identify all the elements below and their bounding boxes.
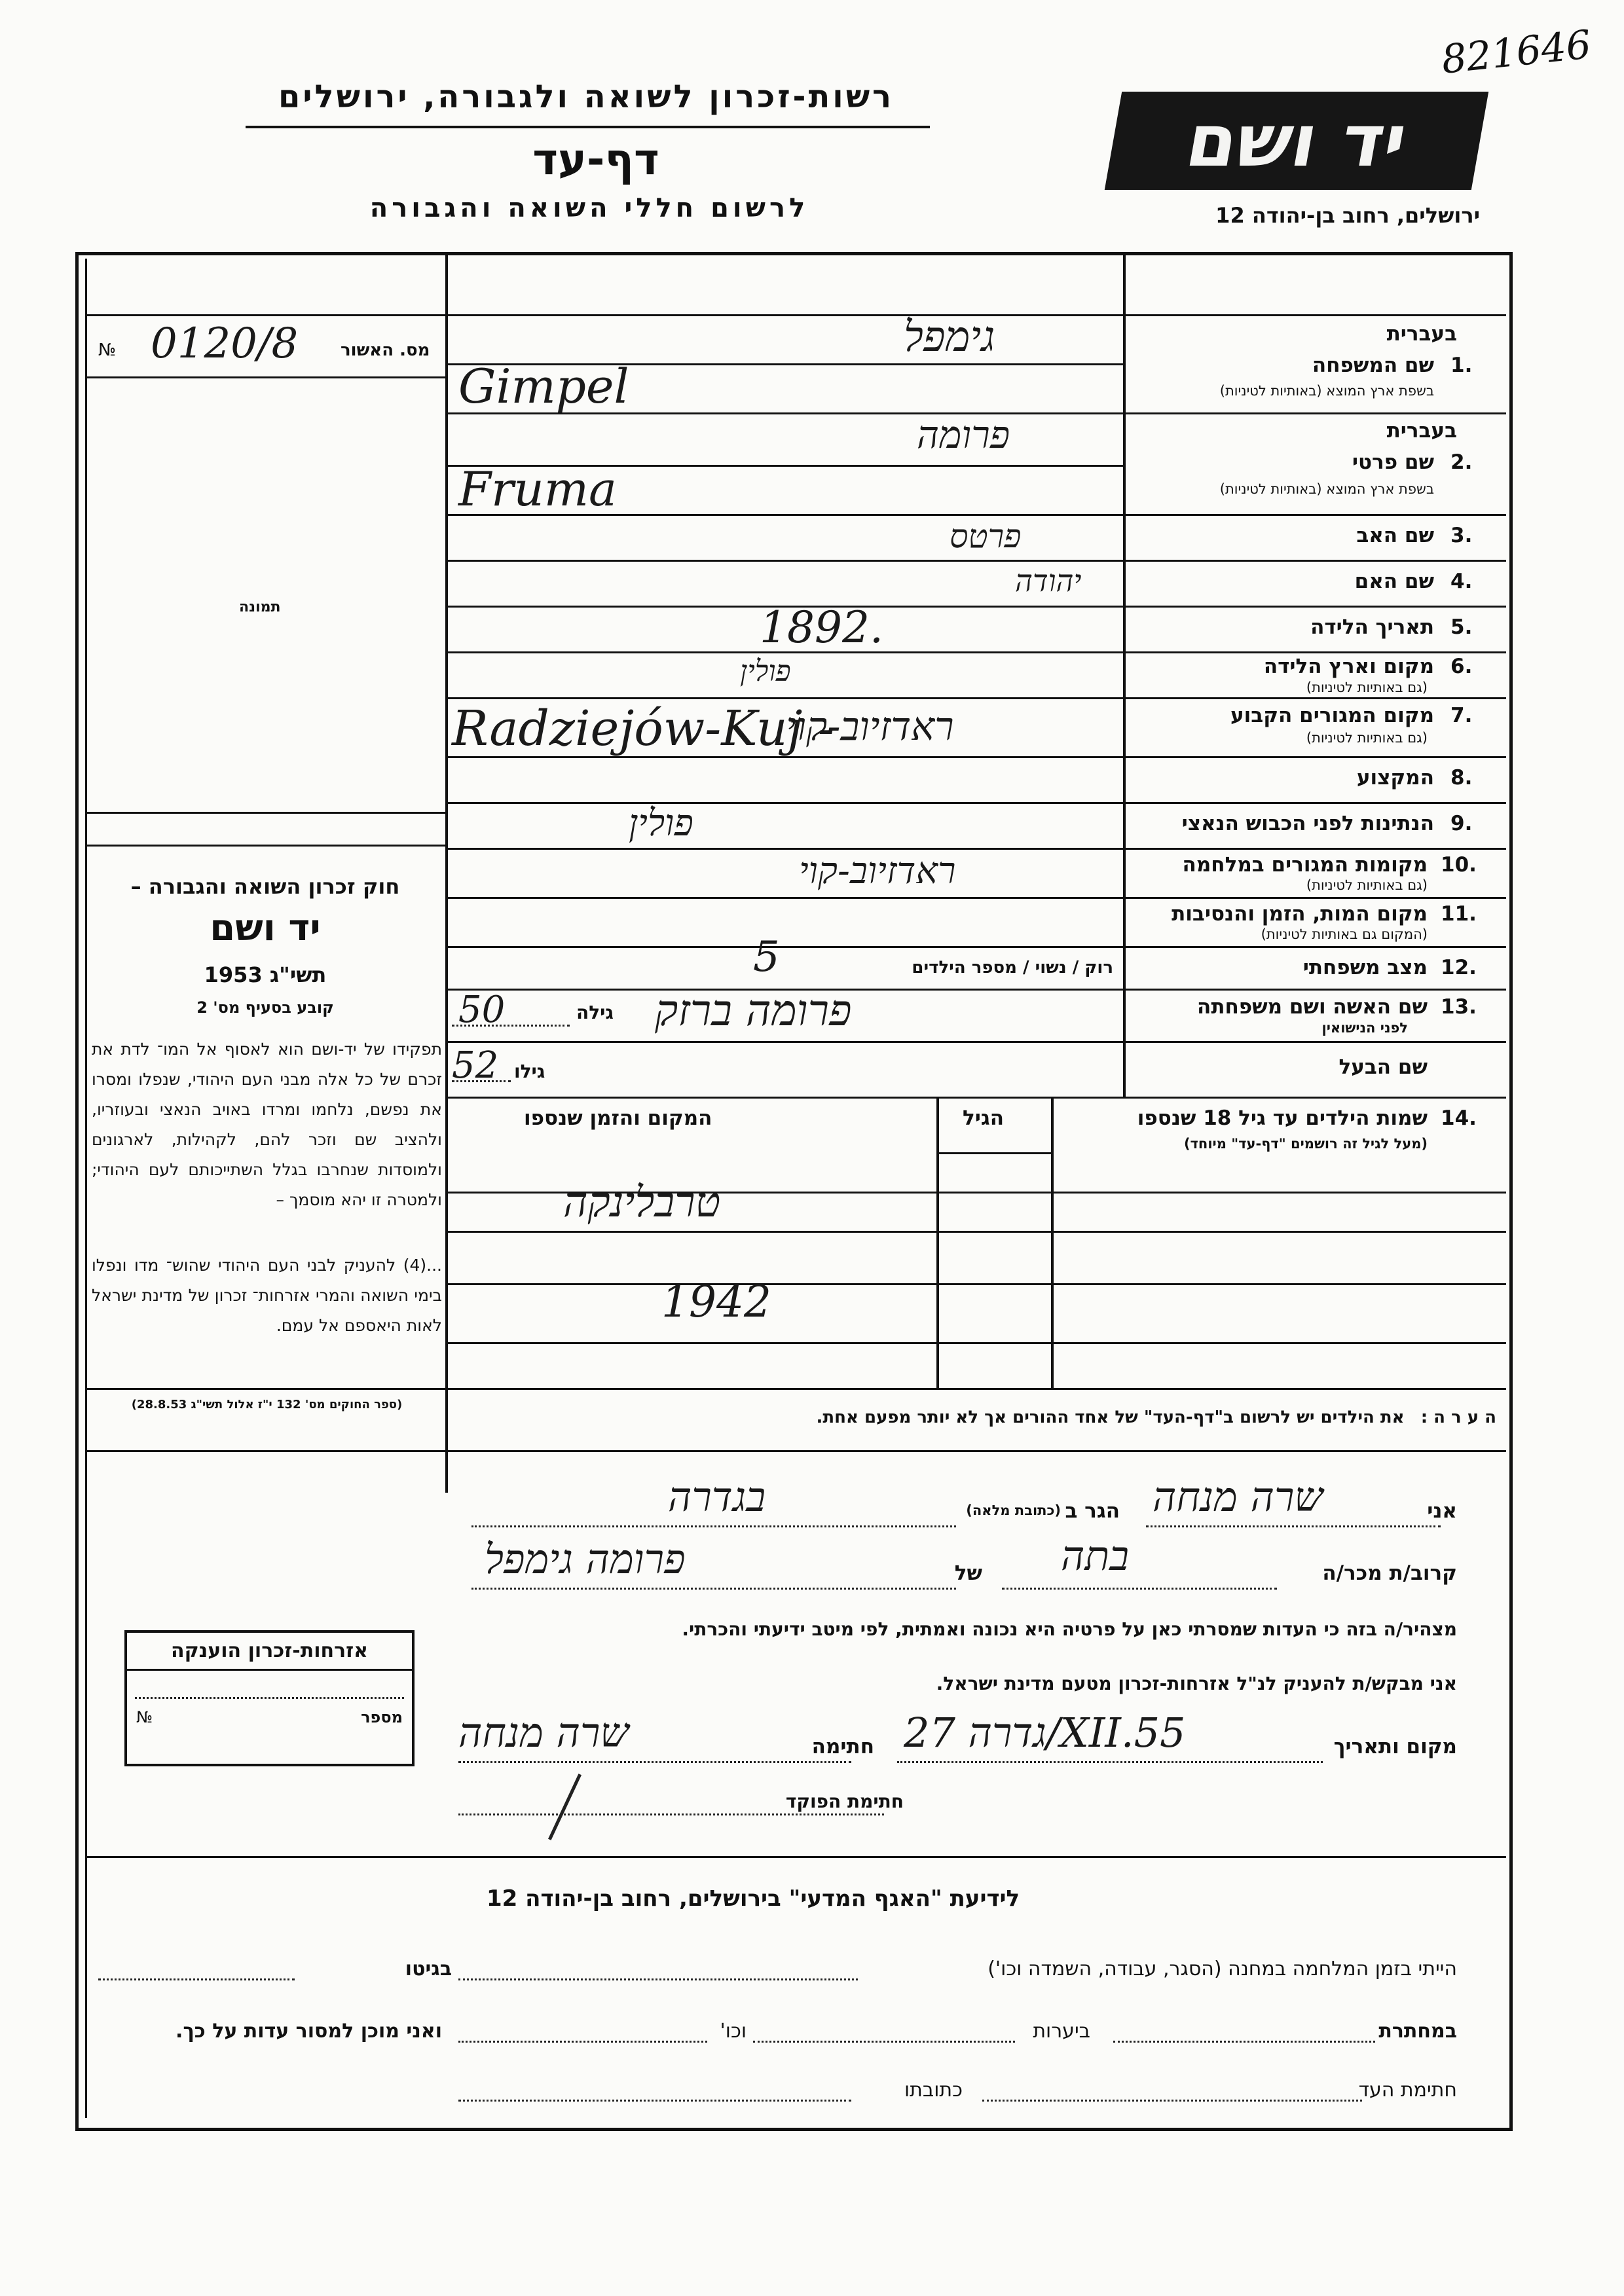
footer-divider [85, 1856, 1506, 1858]
f1-number: 1. [1450, 354, 1473, 377]
f13-number: 13. [1441, 995, 1477, 1019]
decl-of-value: פרומה גימפל [485, 1535, 686, 1583]
children-row-bottom [85, 1388, 1506, 1390]
decl-of-label: של [954, 1561, 982, 1585]
footer-line1-a: הייתי בזמן המלחמה במחנה (הסגר, עבודה, השמדה וכו') [987, 1958, 1457, 1980]
f4-value: יהודה [1015, 563, 1082, 598]
decl-of-dots [471, 1588, 956, 1590]
f8-number: 8. [1450, 766, 1473, 790]
f4-label: שם האם [1354, 570, 1434, 593]
decl-relative-label: קרוב/ת מכר/ה [1322, 1561, 1457, 1585]
f13-sub: לפני הנישואין [1321, 1020, 1408, 1036]
children-col-place: המקום והזמן שנספו [524, 1106, 712, 1130]
decl-resides-dots [471, 1525, 956, 1527]
age-m-dots [452, 1080, 511, 1082]
row-line-f14 [445, 1097, 1506, 1099]
cert-no-sign: № [98, 340, 117, 360]
top-handwritten-number: 821646 [1439, 22, 1594, 83]
form-title: דף-עד [532, 134, 659, 185]
f1-sub: בשפת ארץ המוצא (באותיות לטיניות) [1219, 383, 1434, 399]
decl-signature-dots [458, 1761, 851, 1763]
children-row-2 [445, 1231, 1506, 1233]
institution-name: רשות-זכרון לשואה ולגבורה, ירושלים [278, 79, 895, 115]
children-row-3 [445, 1283, 1506, 1285]
age-f-dots [452, 1025, 570, 1027]
children-col-divider-2 [1051, 1097, 1054, 1388]
f5-label: תאריך הלידה [1310, 615, 1434, 639]
f12-label: מצב משפחתי [1302, 956, 1428, 979]
husband-label: שם הבעל [1338, 1055, 1428, 1079]
children-header-line [938, 1152, 1053, 1154]
f7-lat-value: Radziejów-Kuj - [452, 701, 834, 757]
row-line-f12 [445, 946, 1506, 948]
decl-relative-dots [1002, 1588, 1277, 1590]
cert-number: 0120/8 [151, 319, 299, 368]
f2-sub: בשפת ארץ המוצא (באותיות לטיניות) [1219, 481, 1434, 497]
f14-sub: (מעל לגיל זה רושמים "דף-עד" מיוחד) [1183, 1136, 1428, 1152]
children-col-divider-1 [936, 1097, 939, 1388]
decl-place-date-value: גדרה 27/XII.55 [904, 1709, 1186, 1757]
photo-label: תמונה [239, 599, 281, 615]
decl-relative-value: בתה [1061, 1532, 1130, 1580]
decl-place-date-dots [897, 1761, 1323, 1763]
age-f-value: 50 [458, 989, 506, 1031]
law-text: תפקידו של יד-ושם הוא לאסוף אל המו־ לדת את זכרם של כל אלה מבני העם היהודי, שנפלו ומסרו את נפשם, נלחמו ומרדו באויב הנאצי ובעוזריו, ולהציב שם וזכר להם, לקהילות, לארגונים ולמוסדות שנחרבו בגלל השתייכותם לעם היהודי; ולמטרה זו יהא מוסמך – [92, 1040, 442, 1209]
footer-line2-d: ואני מוכן למסור עדות על כך. [175, 2020, 442, 2043]
decl-i-value: שרה מנחה [1153, 1473, 1323, 1521]
f6-value: פולין [740, 655, 791, 688]
footer-line1-dots [458, 1978, 858, 1980]
f7-sub: (גם באותיות לטיניות) [1306, 730, 1428, 746]
row-line-f4 [445, 560, 1506, 562]
decl-request-text: אני מבקש/ת להעניק לנ"ל אזרחות-זכרון מטעם מדינת ישראל. [936, 1673, 1457, 1694]
f7-label: מקום המגורים הקבוע [1230, 704, 1434, 727]
children-col-age: הגיל [963, 1106, 1005, 1130]
f10-label: מקומות המגורים במלחמה [1182, 853, 1428, 877]
decl-signature-value: שרה מנחה [458, 1709, 629, 1757]
f12-number: 12. [1441, 956, 1477, 979]
f7-number: 7. [1450, 704, 1473, 727]
f11-sub: (המקום גם באותיות לטיניות) [1261, 926, 1428, 942]
footer-line3-dots-1 [982, 2100, 1362, 2102]
yad-vashem-logo [1105, 92, 1488, 190]
note-label: ה ע ר ה : [1420, 1408, 1496, 1427]
f1-heb-value: גימפל [904, 313, 995, 361]
children-row-4 [445, 1342, 1506, 1344]
decl-full-address: (כתובת מלאה) [966, 1503, 1061, 1518]
f9-number: 9. [1450, 812, 1473, 835]
decl-resides-label: הגר ב [1065, 1499, 1120, 1523]
stamp-box-title: אזרחות-זכרון הוענקה [170, 1639, 369, 1662]
f8-label: המקצוע [1356, 766, 1434, 790]
f5-number: 5. [1450, 615, 1473, 639]
f1-label: שם המשפחה [1312, 354, 1434, 377]
footer-line2-c: וכו' [720, 2020, 747, 2043]
f2-heb-value: פרומה [917, 412, 1010, 457]
f14-label: שמות הילדים עד גיל 18 שנספו [1137, 1106, 1428, 1130]
f9-label: הנתינות לפני הכבוש הנאצי [1181, 812, 1434, 835]
left-hline-3 [85, 812, 447, 814]
stamp-box-divider [127, 1669, 412, 1671]
f13-value: פרומה ברזק [655, 985, 852, 1036]
frame-double-left [85, 259, 87, 2118]
law-text-2: ...(4) להעניק לבני העם היהודי שהוש־ מדו ונפלו בימי השואה והמרי אזרחות־ זכרון של מדינת ישראל לאות היאספם אל עמם. [92, 1256, 442, 1335]
f12-options: רוק / נשוי / מספר הילדים [912, 958, 1113, 977]
footer-line1-dots-2 [98, 1978, 295, 1980]
row-line-f6 [445, 651, 1506, 653]
f3-value: פרטס [950, 517, 1022, 555]
footer-line2-b: ביערות [1033, 2020, 1090, 2043]
age-m-value: 52 [452, 1044, 499, 1087]
f3-number: 3. [1450, 524, 1473, 547]
decl-officer-label: חתימת הפוקד [785, 1791, 904, 1812]
f11-number: 11. [1441, 902, 1477, 926]
footer-line2-dots-3 [458, 2041, 707, 2043]
decl-i-dots [1146, 1525, 1441, 1527]
stamp-box-no-sign: № [136, 1708, 153, 1726]
footer-line1-b: בגיטו [405, 1958, 452, 1980]
citizenship-stamp-box [124, 1630, 415, 1766]
decl-declare-text: מצהיר/ה בזה כי העדות שמסרתי כאן על פרטיה היא נכונה ואמתית, לפי מיטב ידיעתי והכרתי. [682, 1618, 1457, 1640]
in-hebrew-1: בעברית [1386, 322, 1457, 346]
row-line-f13 [445, 989, 1506, 991]
left-hline-1 [85, 314, 447, 316]
decl-place-date-label: מקום ותאריך [1333, 1735, 1457, 1758]
institution-underline [246, 126, 930, 128]
age-f-label: גילה [576, 1002, 614, 1023]
note-text: את הילדים יש לרשום ב"דף-העד" של אחד ההורים אך לא יותר מפעם אחת. [816, 1408, 1405, 1427]
footer-line2-dots-1 [1113, 2041, 1375, 2043]
f10-sub: (גם באותיות לטיניות) [1306, 877, 1428, 893]
cert-label: מס. האשור [341, 340, 430, 360]
decl-signature-label: חתימה [811, 1735, 874, 1758]
footer-line2-dots-2 [753, 2041, 1015, 2043]
logo-text: יד ושם [1180, 99, 1413, 183]
address: ירושלים, רחוב בן-יהודה 12 [1215, 203, 1480, 228]
f2-label: שם פרטי [1352, 450, 1434, 474]
footer-title: לידיעת "האגף המדעי" בירושלים, רחוב בן-יהודה 12 [486, 1886, 1020, 1912]
child-place-value: טרבלינקה [563, 1178, 721, 1227]
law-source: (ספר החוקים מס' 132 י"ז אלול תשי"ג 28.8.53) [131, 1398, 403, 1412]
child-year-value: 1942 [661, 1277, 771, 1327]
f6-label: מקום וארץ הלידה [1263, 655, 1434, 678]
f4-number: 4. [1450, 570, 1473, 593]
f1-lat-value: Gimpel [458, 359, 629, 414]
label-column-divider [1123, 255, 1126, 1097]
f5-value: 1892. [760, 602, 883, 653]
f6-sub: (גם באותיות לטיניות) [1306, 680, 1428, 695]
f2-number: 2. [1450, 450, 1473, 474]
f2-lat-value: Fruma [458, 462, 617, 517]
stamp-box-number-row [127, 1699, 412, 1726]
form-subtitle: לרשום חללי השואה והגבורה [369, 193, 809, 223]
row-line-husband [445, 1041, 1506, 1043]
row-line-f10 [445, 848, 1506, 850]
footer-line3-b: כתובתו [904, 2079, 963, 2102]
row-line-f9 [445, 802, 1506, 804]
decl-officer-dots [458, 1813, 884, 1815]
f11-label: מקום המות, הזמן והנסיבות [1172, 902, 1428, 926]
f3-label: שם האב [1356, 524, 1434, 547]
left-hline-2 [85, 376, 447, 378]
footer-line3-a: חתימת העד [1358, 2079, 1457, 2102]
row-line-f11 [445, 897, 1506, 899]
law-clause: קובע בסעיף מס' 2 [196, 998, 334, 1017]
decl-i-label: אני [1427, 1499, 1457, 1523]
row-line-f5 [445, 606, 1506, 608]
note-line [85, 1450, 1506, 1452]
law-name: יד ושם [210, 907, 321, 949]
f12-children-count: 5 [753, 933, 780, 981]
left-hline-4 [85, 845, 447, 847]
law-title: חוק זכרון השואה והגבורה – [130, 874, 400, 899]
note-row [817, 1408, 1497, 1427]
f13-label: שם האשה ושם משפחתה [1197, 995, 1428, 1019]
in-hebrew-2: בעברית [1386, 419, 1457, 443]
row-line-f7 [445, 697, 1506, 699]
f10-number: 10. [1441, 853, 1477, 877]
f7-heb-value: ראדזיוב-קוי [786, 704, 954, 750]
f14-number: 14. [1441, 1106, 1477, 1130]
f9-value: פולין [629, 802, 693, 845]
left-column-divider [445, 255, 448, 1493]
footer-line2-a: במחתרת [1378, 2020, 1457, 2043]
f6-number: 6. [1450, 655, 1473, 678]
stamp-box-number-label: מספר [361, 1708, 403, 1726]
law-year: תשי"ג 1953 [204, 962, 327, 987]
f10-value: ראדזיוב-קוי [799, 850, 956, 892]
decl-resides-value: בגדרה [668, 1473, 766, 1521]
footer-line3-dots-2 [458, 2100, 851, 2102]
age-m-label: גילו [514, 1061, 545, 1082]
